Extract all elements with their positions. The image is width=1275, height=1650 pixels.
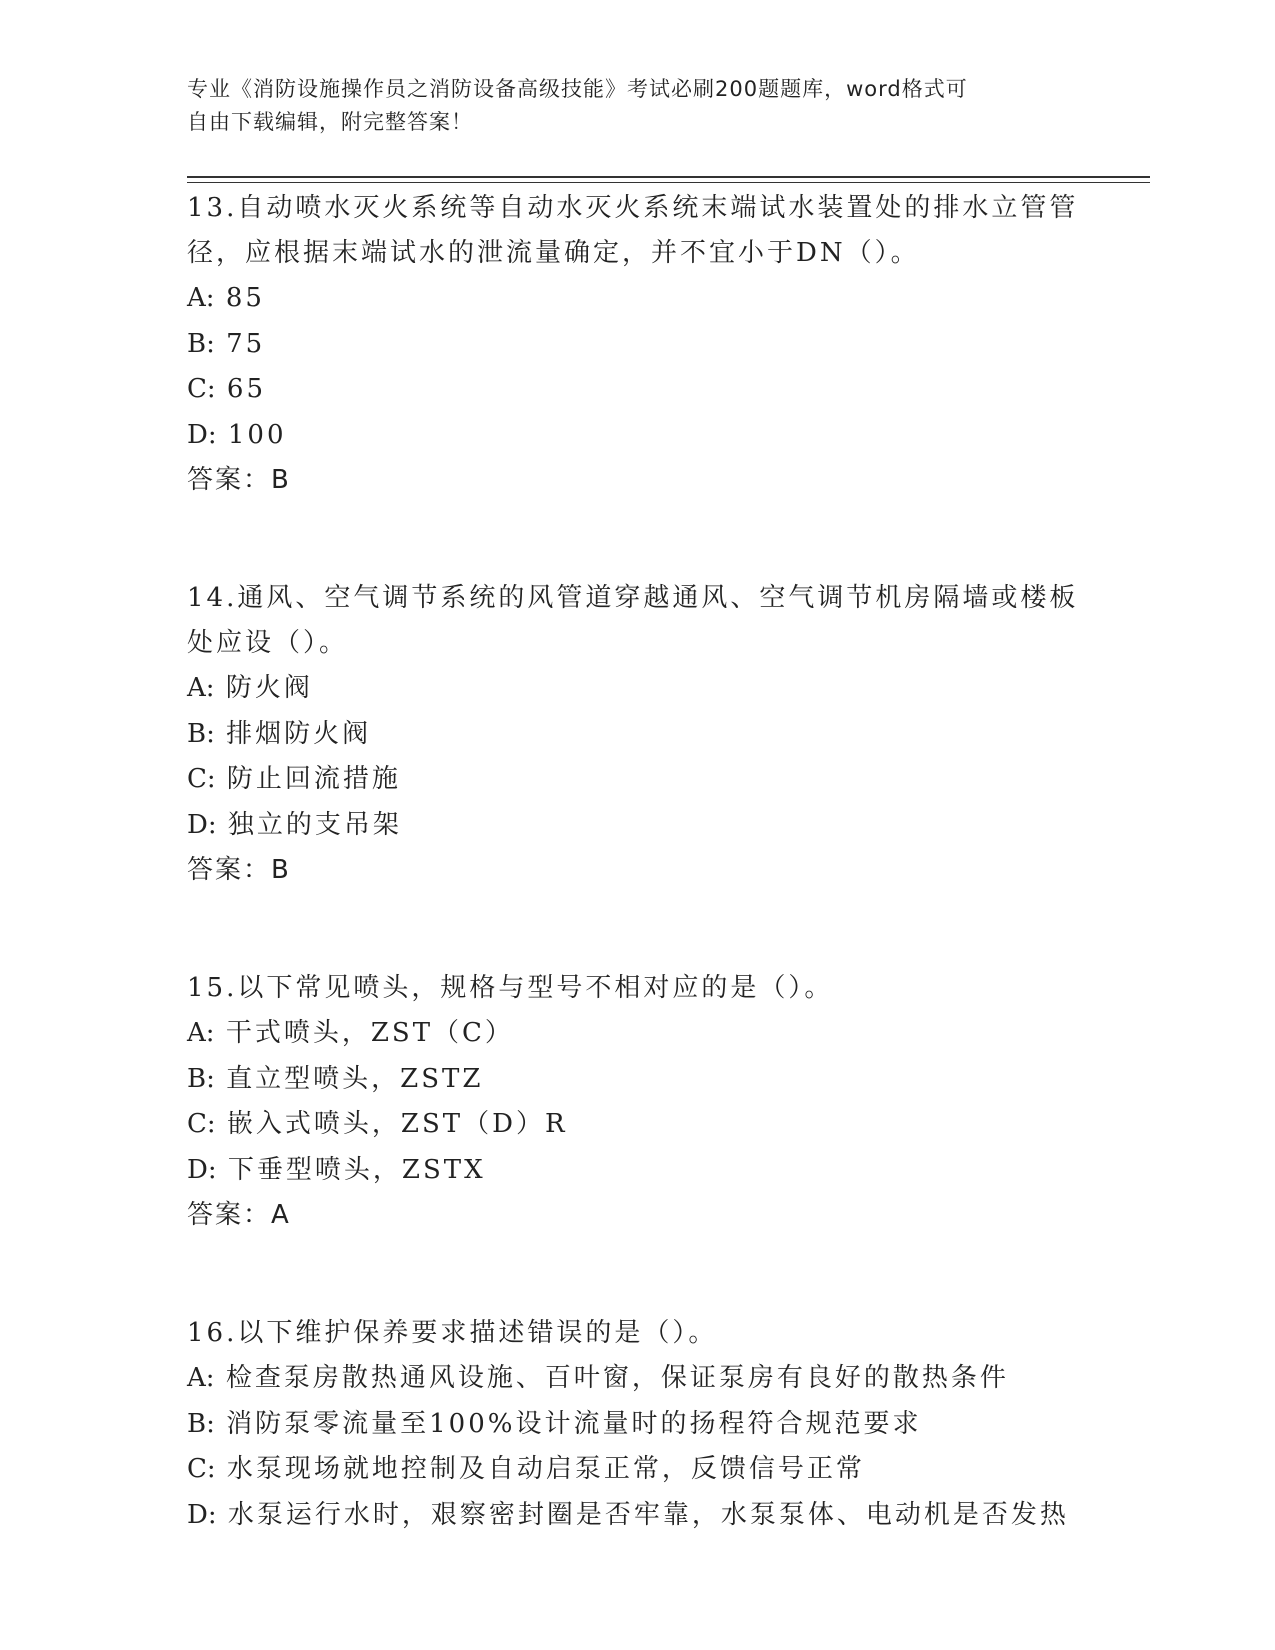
header-line-2: 自由下载编辑，附完整答案！ xyxy=(187,110,473,134)
option-d xyxy=(187,803,1087,849)
question-stem-line: 16.以下维护保养要求描述错误的是（）。 xyxy=(187,1318,718,1348)
question-stem-line: 13.自动喷水灭火系统等自动水灭火系统末端试水装置处的排水立管管 xyxy=(187,193,1079,223)
question-stem xyxy=(187,1311,1087,1356)
question-stem-line: 处应设（）。 xyxy=(187,628,349,658)
header-rule-thick xyxy=(187,176,1150,178)
question-16 xyxy=(187,1311,1087,1538)
option-b xyxy=(187,1402,1087,1448)
option-key: D: xyxy=(187,1154,217,1185)
option-c xyxy=(187,1102,1087,1148)
option-a xyxy=(187,276,1087,322)
option-a xyxy=(187,1011,1087,1057)
option-key: B: xyxy=(187,718,215,749)
document-header xyxy=(187,73,1067,139)
answer-label: 答案：B xyxy=(187,855,291,885)
option-text: 75 xyxy=(226,328,266,359)
option-c xyxy=(187,367,1087,413)
option-text: 排烟防火阀 xyxy=(226,718,372,749)
option-key: B: xyxy=(187,1063,215,1094)
question-15 xyxy=(187,966,1087,1238)
question-13 xyxy=(187,186,1087,503)
option-key: A: xyxy=(187,1363,215,1393)
option-text: 水泵运行水时，艰察密封圈是否牢靠，水泵泵体、电动机是否发热 xyxy=(227,1499,1069,1530)
option-key: A: xyxy=(187,1018,215,1048)
option-text: 防火阀 xyxy=(225,673,313,703)
option-b xyxy=(187,1057,1087,1103)
option-b xyxy=(187,322,1087,368)
option-key: D: xyxy=(187,419,217,450)
option-key: D: xyxy=(187,1499,217,1530)
question-spacer xyxy=(187,893,1087,966)
option-key: C: xyxy=(187,1454,216,1484)
option-text: 检查泵房散热通风设施、百叶窗，保证泵房有良好的散热条件 xyxy=(225,1363,1009,1393)
option-text: 消防泵零流量至100%设计流量时的扬程符合规范要求 xyxy=(226,1408,922,1439)
question-spacer xyxy=(187,503,1087,576)
option-key: C: xyxy=(187,1109,216,1139)
option-b xyxy=(187,712,1087,758)
option-text: 直立型喷头，ZSTZ xyxy=(226,1063,484,1094)
option-text: 干式喷头，ZST（C） xyxy=(225,1018,514,1048)
option-text: 65 xyxy=(226,374,267,404)
option-text: 100 xyxy=(227,419,287,450)
option-text: 85 xyxy=(225,283,265,313)
header-line-1: 专业《消防设施操作员之消防设备高级技能》考试必刷200题题库，word格式可 xyxy=(187,77,968,101)
option-key: D: xyxy=(187,809,217,840)
option-key: A: xyxy=(187,283,215,313)
option-text: 下垂型喷头，ZSTX xyxy=(227,1154,486,1185)
option-key: C: xyxy=(187,374,216,404)
option-key: A: xyxy=(187,673,215,703)
option-d xyxy=(187,1493,1087,1539)
option-key: B: xyxy=(187,1408,215,1439)
option-c xyxy=(187,757,1087,803)
option-key: B: xyxy=(187,328,215,359)
answer-label: 答案：A xyxy=(187,1200,291,1230)
question-stem-line: 径，应根据末端试水的泄流量确定，并不宜小于DN（）。 xyxy=(187,238,920,268)
question-stem xyxy=(187,186,1087,276)
question-stem xyxy=(187,576,1087,666)
option-text: 嵌入式喷头，ZST（D）R xyxy=(226,1109,568,1139)
question-stem xyxy=(187,966,1087,1011)
option-key: C: xyxy=(187,764,216,794)
header-rule-thin xyxy=(187,182,1150,183)
option-c xyxy=(187,1447,1087,1493)
option-a xyxy=(187,666,1087,712)
option-a xyxy=(187,1356,1087,1402)
question-14 xyxy=(187,576,1087,893)
option-text: 独立的支吊架 xyxy=(227,809,402,840)
option-d xyxy=(187,1148,1087,1194)
option-d xyxy=(187,413,1087,459)
question-stem-line: 15.以下常见喷头，规格与型号不相对应的是（）。 xyxy=(187,973,834,1003)
option-text: 防止回流措施 xyxy=(226,764,401,794)
option-text: 水泵现场就地控制及自动启泵正常，反馈信号正常 xyxy=(226,1454,865,1484)
answer-label: 答案：B xyxy=(187,465,291,495)
question-stem-line: 14.通风、空气调节系统的风管道穿越通风、空气调节机房隔墙或楼板 xyxy=(187,583,1079,613)
question-spacer xyxy=(187,1238,1087,1311)
question-list xyxy=(187,186,1087,1538)
